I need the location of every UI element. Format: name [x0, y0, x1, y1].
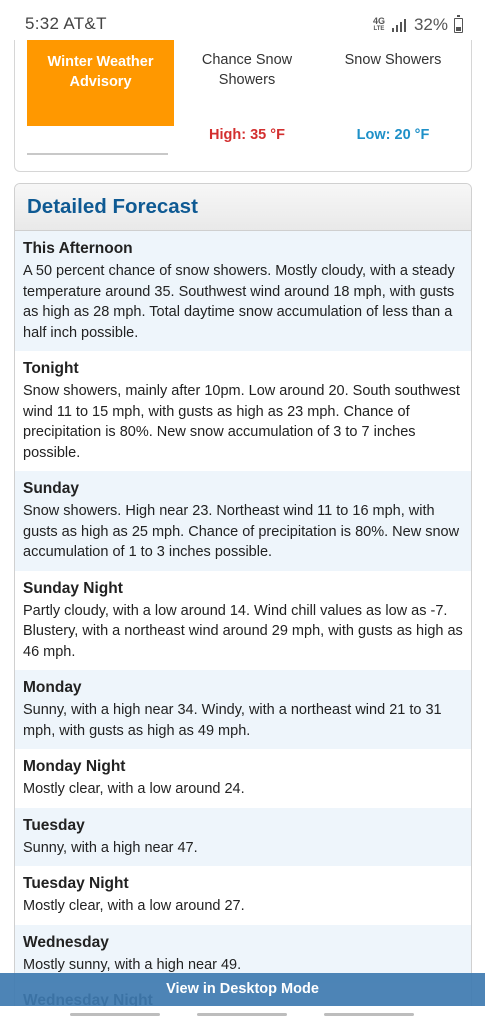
period-temp-high: High: 35 °F — [209, 127, 285, 143]
forecast-period-text: Partly cloudy, with a low around 14. Wind chill values as low as -7. Blustery, with a northeast wind around 29 mph, with gusts as high as 46 mph. — [23, 602, 463, 660]
nav-back-handle[interactable] — [324, 1013, 414, 1016]
forecast-period-text: Mostly clear, with a low around 24. — [23, 781, 245, 797]
forecast-row — [15, 749, 471, 808]
forecast-period-text: Sunny, with a high near 47. — [23, 839, 198, 856]
period-condition-2: Snow Showers — [344, 52, 442, 68]
forecast-period-label: Sunday Night — [23, 579, 123, 597]
forecast-row — [15, 471, 471, 571]
advisory-divider — [27, 153, 168, 155]
forecast-period-text: Snow showers, mainly after 10pm. Low around 20. South southwest wind 11 to 15 mph, with gusts as high as 23 mph. Chance of precipitation is 80%. New snow accumulation of 3 to 7 inches possible. — [23, 383, 460, 461]
forecast-period-label: This Afternoon — [23, 240, 133, 257]
forecast-row — [15, 670, 471, 749]
forecast-row — [15, 571, 471, 671]
forecast-period-text: Mostly clear, with a low around 27. — [23, 898, 245, 914]
forecast-period-text: Snow showers. High near 23. Northeast wind 11 to 16 mph, with gusts as high as 25 mph. Chance of precipitation is 80%. New snow accumulation of 1 to 3 inches possible. — [23, 503, 460, 560]
status-icons — [372, 14, 463, 36]
forecast-row — [15, 866, 471, 925]
detailed-forecast-card — [14, 183, 472, 1024]
forecast-row — [15, 351, 471, 471]
nav-home-handle[interactable] — [197, 1013, 287, 1016]
system-navigation-bar — [0, 1006, 485, 1024]
forecast-row — [15, 808, 471, 867]
forecast-summary-card — [14, 36, 472, 172]
forecast-row — [15, 231, 471, 351]
forecast-period-label: Tonight — [23, 360, 79, 377]
forecast-period-text: A 50 percent chance of snow showers. Mostly cloudy, with a steady temperature around 35. Southwest wind around 18 mph, with gusts as high as 28 mph. Total daytime snow accumulation of less than a half inch possible. — [23, 263, 455, 341]
network-type-icon — [372, 17, 386, 33]
network-type-label: 4G — [372, 16, 385, 26]
signal-strength-icon — [392, 18, 408, 32]
period-condition-1: Chance Snow Showers — [201, 52, 293, 88]
forecast-period-label: Monday — [23, 679, 82, 696]
detailed-forecast-header — [15, 184, 471, 231]
battery-icon — [454, 18, 463, 33]
status-time: 5:32 AT&T — [25, 14, 107, 33]
forecast-period-label: Monday Night — [23, 758, 126, 775]
forecast-period-label: Sunday — [23, 480, 79, 497]
view-desktop-mode-button[interactable]: View in Desktop Mode — [0, 973, 485, 1006]
forecast-period-text: Mostly sunny, with a high near 49. — [23, 956, 242, 973]
network-type-sublabel: LTE — [373, 26, 385, 32]
period-temp-low: Low: 20 °F — [356, 127, 430, 143]
winter-weather-advisory-button[interactable] — [27, 40, 174, 126]
detailed-forecast-title: Detailed Forecast — [27, 195, 198, 218]
status-bar — [0, 0, 485, 40]
forecast-period-label: Tuesday — [23, 816, 85, 834]
forecast-period-label: Wednesday — [23, 933, 109, 951]
battery-percent: 32% — [413, 15, 448, 34]
forecast-period-text: Sunny, with a high near 34. Windy, with a northeast wind 21 to 31 mph, with gusts as high as 49 mph. — [23, 702, 442, 739]
advisory-label: Winter Weather Advisory — [47, 54, 154, 90]
forecast-period-label: Tuesday Night — [23, 875, 129, 892]
nav-recents-handle[interactable] — [70, 1013, 160, 1016]
